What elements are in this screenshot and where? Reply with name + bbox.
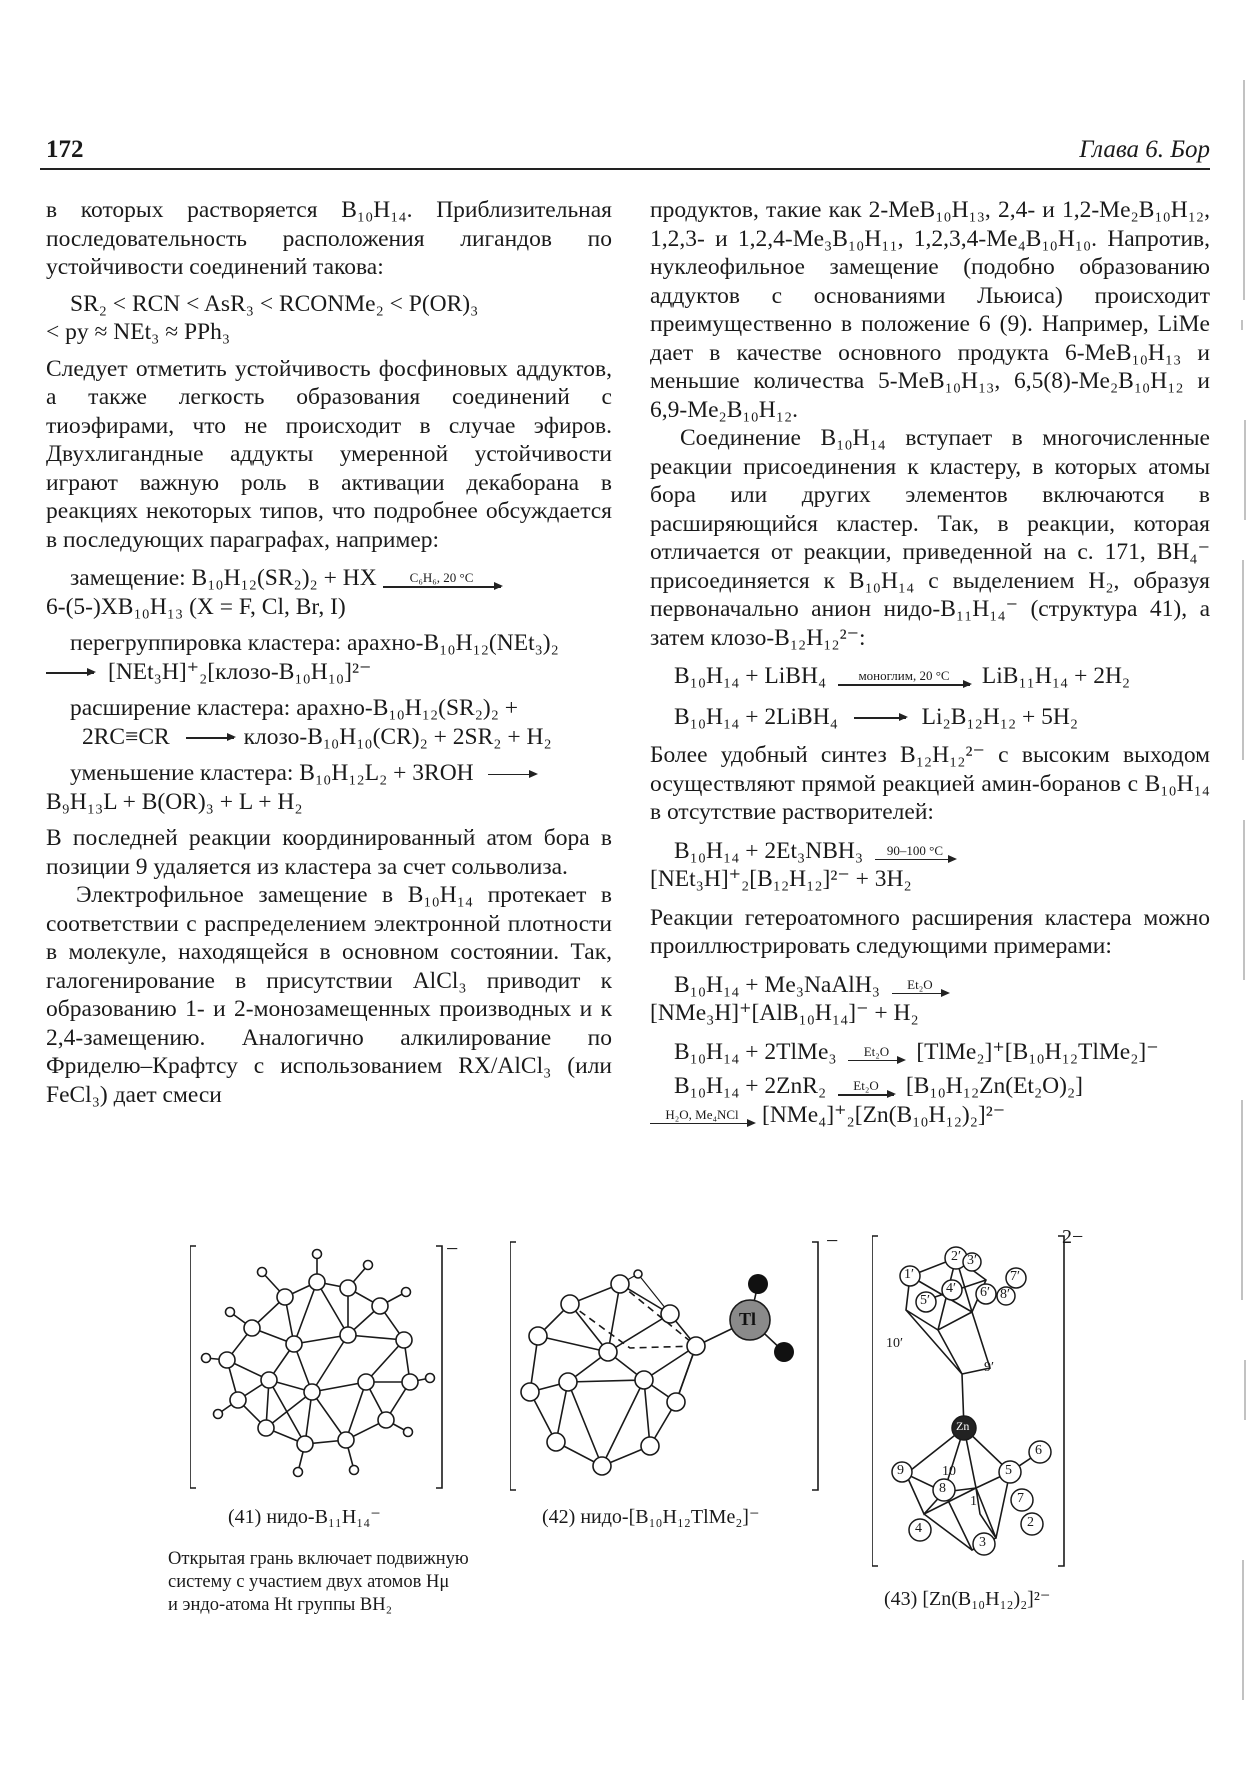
- equation-alane-products: [NMe₃H]⁺[AlB₁₀H₁₄]⁻ + H₂: [650, 1000, 919, 1026]
- figure-41-note-line-3: и эндо-атома Ht группы BH₂: [168, 1595, 393, 1615]
- equation-reactants: B₁₀H₁₄ + 2TlMe₃: [674, 1038, 837, 1065]
- figure-41-structure: [190, 1232, 450, 1492]
- reaction-expansion-reactant: 2RC≡CR: [82, 723, 170, 750]
- atom-label: 4: [915, 1521, 922, 1536]
- reaction-reduction-reactants: уменьшение кластера: B₁₀H₁₂L₂ + 3ROH: [70, 760, 474, 786]
- reaction-arrow: [186, 737, 234, 739]
- reaction-expansion: расширение кластера: арахно-B₁₀H₁₂(SR₂)₂ +: [70, 695, 519, 721]
- equation-reactants: B₁₀H₁₄ + Me₃NaAlH₃: [674, 971, 881, 998]
- reaction-substitution-reactants: замещение: B₁₀H₁₂(SR₂)₂ + HX: [70, 565, 377, 591]
- figure-43-atom-labels: [872, 1232, 1072, 1570]
- right-paragraph-2: Соединение B₁₀H₁₄ вступает в многочисленные реакции присоединения к кластеру, в которых атомы бора или других элементов включаются в расширяющийся кластер. Так, в реакции, которая отличается от реакции, приведенной на с. 171, BH₄⁻ присоединяется к B₁₀H₁₄ с выделением H₂, образуя первоначально анион нидо-B₁₁H₁₄⁻ (структура 41), а затем клозо-B₁₂H₁₂²⁻:: [650, 425, 1210, 651]
- atom-label: 1′: [904, 1267, 915, 1282]
- figure-41-caption: (41) нидо-B₁₁H₁₄⁻: [228, 1506, 381, 1528]
- zinc-atom-label: Zn: [956, 1419, 970, 1433]
- reaction-substitution-products: 6-(5-)XB₁₀H₁₃ (X = F, Cl, Br, I): [46, 593, 346, 620]
- atom-label: 7′: [1010, 1269, 1021, 1284]
- arrow-condition: Et₂O: [863, 1043, 890, 1059]
- scan-edge-noise: [1236, 0, 1250, 1768]
- atom-label: 2: [1027, 1515, 1034, 1530]
- reaction-expansion-line-2: [46, 723, 612, 752]
- left-paragraph-3: В последней реакции координированный атом бора в позиции 9 удаляется из кластера за счет сольволиза.: [46, 825, 612, 880]
- ligand-series-line-2: < py ≈ NEt₃ ≈ PPh₃: [46, 319, 231, 345]
- equation-reactants: B₁₀H₁₄ + 2LiBH₄: [674, 703, 838, 730]
- figure-43-caption: (43) [Zn(B₁₀H₁₂)₂]²⁻: [884, 1588, 1051, 1610]
- atom-label: 8′: [1000, 1287, 1011, 1302]
- reaction-arrow: [848, 1045, 904, 1062]
- atom-label: 9: [897, 1463, 904, 1478]
- atom-label: 6: [1035, 1443, 1042, 1458]
- figure-42-caption: (42) нидо-[B₁₀H₁₂TlMe₂]⁻: [542, 1506, 760, 1528]
- reaction-rearrangement-products: [46, 658, 612, 687]
- atom-label: 7: [1017, 1491, 1024, 1506]
- reaction-arrow: [875, 844, 955, 861]
- reaction-expansion-products: клозо-B₁₀H₁₀(CR)₂ + 2SR₂ + H₂: [243, 723, 552, 750]
- reaction-rearrangement: перегруппировка кластера: арахно-B₁₀H₁₂(NEt₃)₂: [70, 630, 559, 656]
- figure-43-charge: 2−: [1062, 1226, 1084, 1248]
- atom-label: 9′: [984, 1360, 995, 1375]
- atom-label: 10: [942, 1464, 956, 1479]
- running-head: Глава 6. Бор: [1079, 136, 1210, 163]
- reaction-substitution: [46, 564, 612, 593]
- nido-b10-tl-cluster-diagram: [510, 1232, 820, 1494]
- atom-label: 3′: [967, 1253, 978, 1268]
- arrow-condition: моноглим, 20 °C: [858, 668, 950, 684]
- equation-products: [TlMe₂]⁺[B₁₀H₁₂TlMe₂]⁻: [916, 1038, 1159, 1065]
- equation-products: Li₂B₁₂H₁₂ + 5H₂: [921, 703, 1079, 730]
- reaction-arrow: [838, 1079, 894, 1096]
- atom-label: 2′: [951, 1249, 962, 1264]
- arrow-condition: C₆H₆, 20 °C: [409, 570, 474, 586]
- right-paragraph-4: Реакции гетероатомного расширения кластера можно проиллюстрировать следующими примерами:: [650, 904, 1210, 959]
- atom-label: 10′: [886, 1336, 904, 1351]
- reaction-rearrangement-product-text: [NEt₃H]⁺₂[клозо-B₁₀H₁₀]²⁻: [108, 658, 372, 685]
- left-column: [46, 196, 612, 1109]
- equation-thallium: [650, 1038, 1210, 1067]
- reaction-arrow: [488, 774, 536, 776]
- figure-43-structure: [872, 1232, 1072, 1570]
- atom-label: 3: [979, 1535, 986, 1550]
- equation-2libh4: [650, 703, 1210, 732]
- arrow-condition: Et₂O: [853, 1078, 879, 1094]
- arrow-condition: H₂O, Me₄NCl: [665, 1106, 739, 1122]
- equation-reactants: B₁₀H₁₄ + 2Et₃NBH₃: [674, 837, 864, 864]
- reaction-arrow: [838, 669, 970, 686]
- equation-libh4: [650, 662, 1210, 691]
- atom-label: 1: [970, 1494, 977, 1509]
- arrow-condition: 90–100 °C: [886, 842, 943, 858]
- thallium-atom-label: Tl: [739, 1309, 757, 1329]
- equation-amine-borane-products: [NEt₃H]⁺₂[B₁₂H₁₂]²⁻ + 3H₂: [650, 866, 912, 892]
- equation-reactants: B₁₀H₁₄ + 2ZnR₂: [674, 1073, 827, 1099]
- left-paragraph-2: Следует отметить устойчивость фосфиновых аддуктов, а также легкость образования соединений с тиоэфирами, что не происходит в случае эфиров. Двухлигандные аддукты умеренной устойчивости играют важную роль в активации декаборана в реакциях некоторых типов, что подробнее обсуждается в последующих параграфах, например:: [46, 355, 612, 553]
- equation-reactants: B₁₀H₁₄ + LiBH₄: [674, 663, 827, 689]
- reaction-arrow: [650, 1108, 754, 1125]
- equation-zinc: [650, 1072, 1210, 1101]
- left-paragraph-1: в которых растворяется B₁₀H₁₄. Приблизительная последовательность расположения лигандов по устойчивости соединений такова:: [46, 197, 612, 280]
- reaction-reduction: [46, 759, 612, 788]
- figure-41-charge: −: [446, 1236, 459, 1261]
- nido-b11-cluster-diagram: [190, 1232, 450, 1492]
- equation-zinc-second-step: [650, 1101, 1210, 1130]
- right-column: [650, 196, 1210, 1129]
- figure-42-charge: −: [826, 1228, 839, 1253]
- ligand-series-line-1: SR₂ < RCN < AsR₃ < RCONMe₂ < P(OR)₃: [70, 290, 479, 317]
- reaction-arrow: [854, 717, 906, 719]
- reaction-arrow: [383, 571, 501, 588]
- atom-label: 4′: [946, 1281, 957, 1296]
- equation-amine-borane: [650, 837, 1210, 866]
- right-paragraph-3: Более удобный синтез B₁₂H₁₂²⁻ с высоким выходом осуществляют прямой реакцией амин-боранов с B₁₀H₁₄ в отсутствие растворителей:: [650, 742, 1210, 825]
- right-paragraph-1: продуктов, такие как 2-MeB₁₀H₁₃, 2,4- и 1,2-Me₂B₁₀H₁₂, 1,2,3- и 1,2,4-Me₃B₁₀H₁₁, 1,2,3,4-Me₄B₁₀H₁₀. Напротив, нуклеофильное замещение (подобно образованию аддуктов с основаниями Льюиса) происходит преимущественно в положение 6 (9). Например, LiMe дает в качестве основного продукта 6-MeB₁₀H₁₃ и меньшие количества 5-MeB₁₀H₁₃, 6,5(8)-Me₂B₁₀H₁₂ и 6,9-Me₂B₁₀H₁₂.: [650, 197, 1210, 423]
- equation-alane: [650, 971, 1210, 1000]
- atom-label: 8: [939, 1481, 946, 1496]
- reaction-arrow: [46, 672, 94, 674]
- left-paragraph-4: Электрофильное замещение в B₁₀H₁₄ протекает в соответствии с распределением электронной плотности в молекуле, находящейся в основном состоянии. Так, галогенирование в присутствии AlCl₃ приводит к образованию 1- и 2-монозамещенных производных и к 2,4-замещению. Аналогично алкилирование по Фриделю–Крафтсу с использованием RX/AlCl₃ (или FeCl₃) дает смеси: [46, 882, 612, 1108]
- reaction-reduction-products: B₉H₁₃L + B(OR)₃ + L + H₂: [46, 788, 303, 815]
- figure-42-structure: [510, 1232, 820, 1494]
- arrow-condition: Et₂O: [907, 976, 933, 992]
- equation-products: [NMe₄]⁺₂[Zn(B₁₀H₁₂)₂]²⁻: [762, 1101, 1006, 1128]
- figure-41-note-line-1: Открытая грань включает подвижную: [168, 1549, 469, 1569]
- page-number: 172: [46, 136, 84, 163]
- equation-products: [B₁₀H₁₂Zn(Et₂O)₂]: [905, 1073, 1083, 1099]
- equation-products: LiB₁₁H₁₄ + 2H₂: [981, 663, 1131, 689]
- figure-41-note: [168, 1548, 469, 1617]
- scan-edge-marks: [1236, 0, 1250, 1768]
- atom-label: 5′: [920, 1293, 931, 1308]
- figure-41-note-line-2: систему с участием двух атомов Hμ: [168, 1572, 450, 1592]
- atom-label: 5: [1005, 1463, 1012, 1478]
- reaction-arrow: [892, 978, 948, 995]
- atom-label: 6′: [980, 1285, 991, 1300]
- header-rule: [40, 168, 1210, 170]
